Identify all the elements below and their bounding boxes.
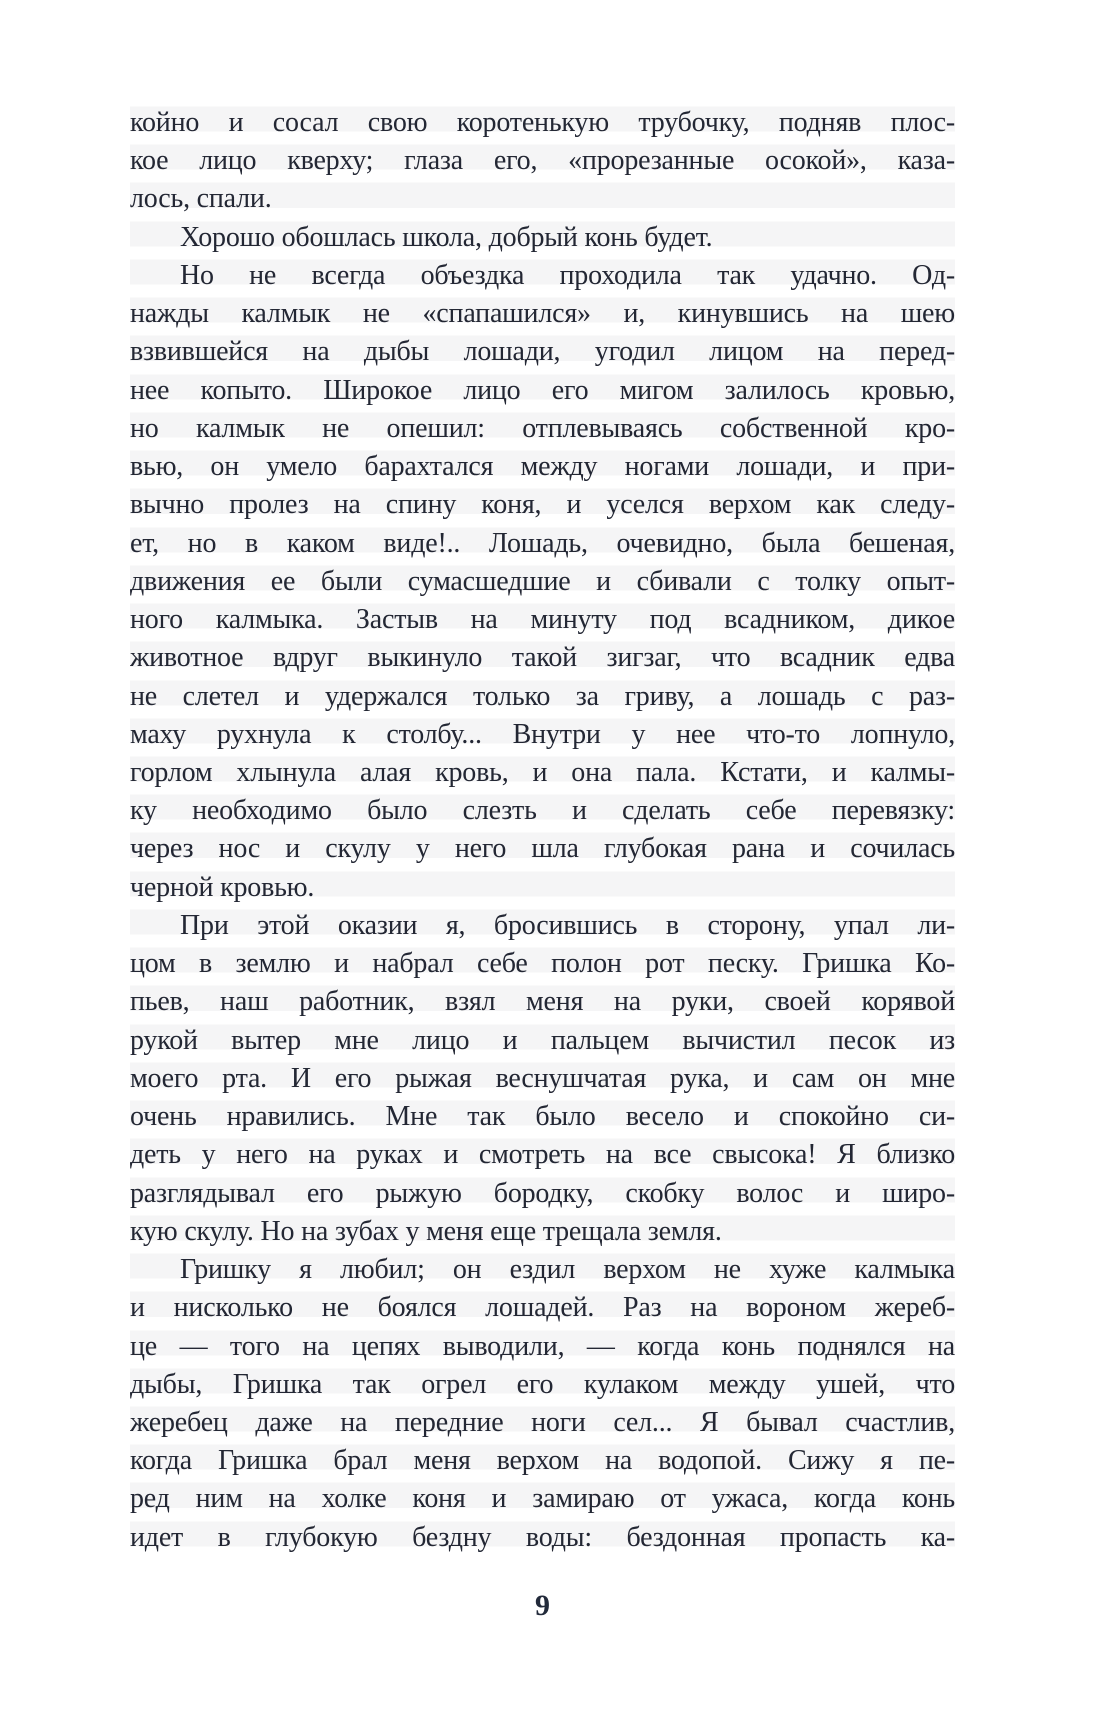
text-line: ред ним на холке коня и замираю от ужаса, когда конь bbox=[130, 1480, 955, 1518]
text-line: вью, он умело барахтался между ногами лошади, и при- bbox=[130, 448, 955, 486]
page-number: 9 bbox=[535, 1589, 550, 1622]
text-line: ет, но в каком виде!.. Лошадь, очевидно, была бешеная, bbox=[130, 525, 955, 563]
text-line: движения ее были сумасшедшие и сбивали с толку опыт- bbox=[130, 563, 955, 601]
text-line: Хорошо обошлась школа, добрый конь будет. bbox=[130, 219, 955, 257]
text-line: разглядывал его рыжую бородку, скобку волос и широ- bbox=[130, 1175, 955, 1213]
text-line: деть у него на руках и смотреть на все свысока! Я близко bbox=[130, 1136, 955, 1174]
text-line: Но не всегда объездка проходила так удачно. Од- bbox=[130, 257, 955, 295]
text-line: когда Гришка брал меня верхом на водопой. Сижу я пе- bbox=[130, 1442, 955, 1480]
text-line: ного калмыка. Застыв на минуту под всадником, дикое bbox=[130, 601, 955, 639]
text-line: кую скулу. Но на зубах у меня еще трещала земля. bbox=[130, 1213, 955, 1251]
text-line: маху рухнула к столбу... Внутри у нее что-то лопнуло, bbox=[130, 716, 955, 754]
text-line: лось, спали. bbox=[130, 180, 955, 218]
text-line: горлом хлынула алая кровь, и она пала. Кстати, и калмы- bbox=[130, 754, 955, 792]
text-line: нее копыто. Широкое лицо его мигом залилось кровью, bbox=[130, 372, 955, 410]
text-line: це — того на цепях выводили, — когда конь поднялся на bbox=[130, 1328, 955, 1366]
text-line: нажды калмык не «спапашился» и, кинувшись на шею bbox=[130, 295, 955, 333]
text-line: взвившейся на дыбы лошади, угодил лицом на перед- bbox=[130, 333, 955, 371]
text-line: моего рта. И его рыжая веснушчатая рука, и сам он мне bbox=[130, 1060, 955, 1098]
text-line: цом в землю и набрал себе полон рот песку. Гришка Ко- bbox=[130, 945, 955, 983]
text-line: пьев, наш работник, взял меня на руки, своей корявой bbox=[130, 983, 955, 1021]
text-line: идет в глубокую бездну воды: бездонная пропасть ка- bbox=[130, 1519, 955, 1557]
text-line: дыбы, Гришка так огрел его кулаком между ушей, что bbox=[130, 1366, 955, 1404]
text-line: кое лицо кверху; глаза его, «прорезанные осокой», каза- bbox=[130, 142, 955, 180]
text-line: животное вдруг выкинуло такой зигзаг, что всадник едва bbox=[130, 639, 955, 677]
text-line: через нос и скулу у него шла глубокая рана и сочилась bbox=[130, 830, 955, 868]
text-line: Гришку я любил; он ездил верхом не хуже калмыка bbox=[130, 1251, 955, 1289]
text-line: черной кровью. bbox=[130, 869, 955, 907]
text-line: но калмык не опешил: отплевываясь собственной кро- bbox=[130, 410, 955, 448]
text-line: не слетел и удержался только за гриву, а лошадь с раз- bbox=[130, 678, 955, 716]
text-line: ку необходимо было слезть и сделать себе перевязку: bbox=[130, 792, 955, 830]
text-line: вычно пролез на спину коня, и уселся верхом как следу- bbox=[130, 486, 955, 524]
text-line: койно и сосал свою коротенькую трубочку, подняв плос- bbox=[130, 104, 955, 142]
text-line: очень нравились. Мне так было весело и спокойно си- bbox=[130, 1098, 955, 1136]
text-line: жеребец даже на передние ноги сел... Я бывал счастлив, bbox=[130, 1404, 955, 1442]
text-line: При этой оказии я, бросившись в сторону, упал ли- bbox=[130, 907, 955, 945]
text-line: рукой вытер мне лицо и пальцем вычистил песок из bbox=[130, 1022, 955, 1060]
page-text bbox=[130, 104, 955, 1557]
text-line: и нисколько не боялся лошадей. Раз на вороном жереб- bbox=[130, 1289, 955, 1327]
